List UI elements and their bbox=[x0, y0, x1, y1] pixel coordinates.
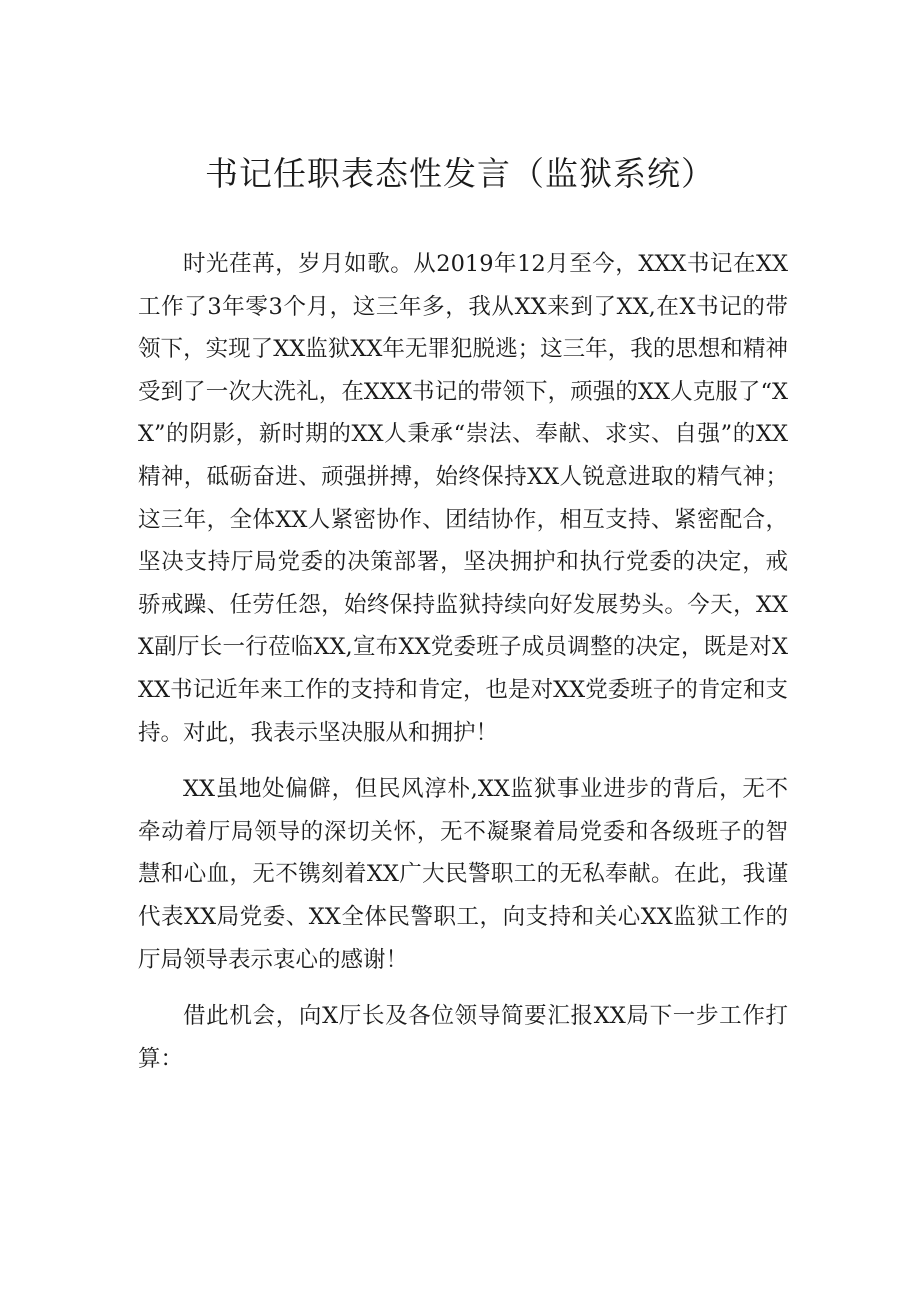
paragraph-plan: 借此机会，向X厅长及各位领导简要汇报XX局下一步工作打算： bbox=[138, 1003, 788, 1072]
document-title: 书记任职表态性发言（监狱系统） bbox=[205, 154, 715, 193]
paragraph-intro: 时光荏苒，岁月如歌。从2019年12月至今，XXX书记在XX工作了3年零3个月，这三年多，我从XX来到了XX,在X书记的带领下，实现了XX监狱XX年无罪犯脱逃；这三年，我的思想和精神受到了一次大洗礼，在XXX书记的带领下，顽强的XX人克服了“XX”的阴影，新时期的XX人秉承“崇法、奉献、求实、自强”的XX精神，砥砺奋进、顽强拼搏，始终保持XX人锐意进取的精气神；这三年，全体XX人紧密协作、团结协作，相互支持、紧密配合，坚决支持厅局党委的决策部署，坚决拥护和执行党委的决定，戒骄戒躁、任劳任怨，始终保持监狱持续向好发展势头。今天，XXX副厅长一行莅临XX,宣布XX党委班子成员调整的决定，既是对XXX书记近年来工作的支持和肯定，也是对XX党委班子的肯定和支持。对此，我表示坚决服从和拥护！ bbox=[138, 251, 788, 746]
document-body bbox=[138, 243, 788, 1094]
paragraph-thanks: XX虽地处偏僻，但民风淳朴,XX监狱事业进步的背后，无不牵动着厅局领导的深切关怀，无不凝聚着局党委和各级班子的智慧和心血，无不镌刻着XX广大民警职工的无私奉献。在此，我谨代表XX局党委、XX全体民警职工，向支持和关心XX监狱工作的厅局领导表示衷心的感谢！ bbox=[138, 776, 788, 973]
